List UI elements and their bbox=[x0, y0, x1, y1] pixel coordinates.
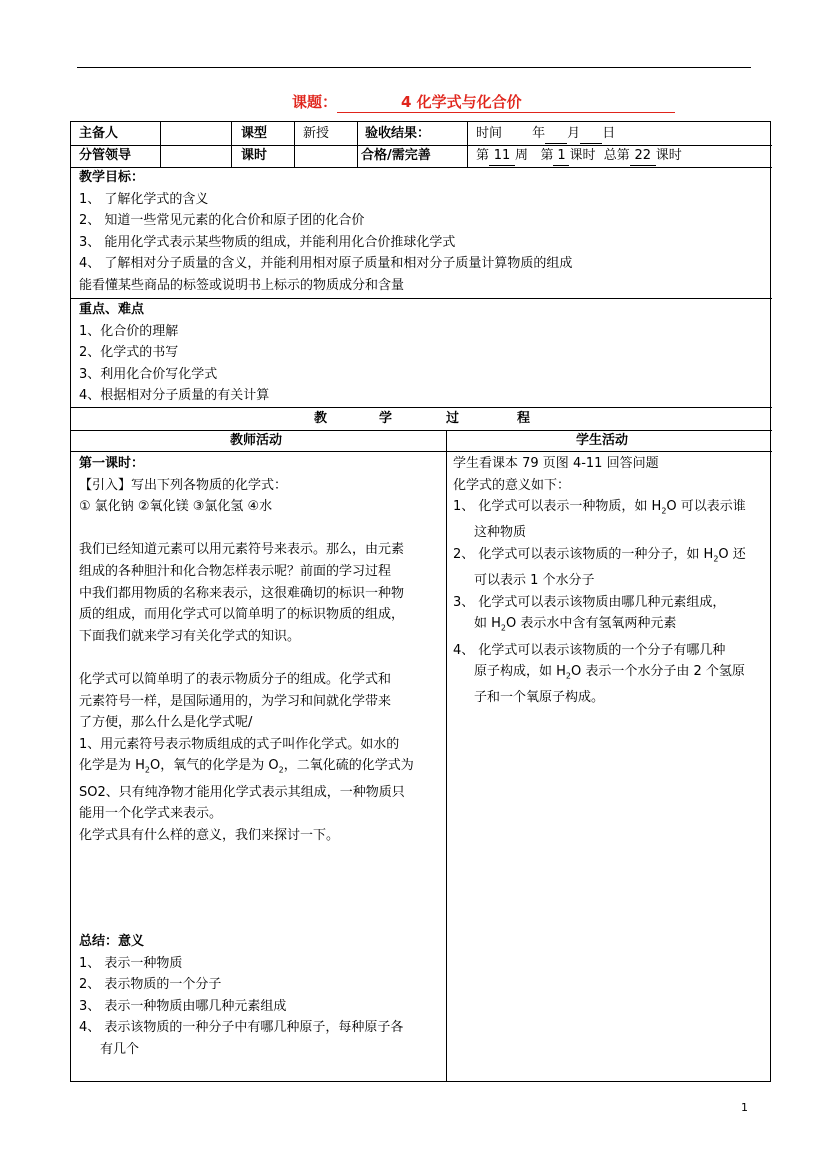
teacher-activity bbox=[79, 453, 414, 846]
key-points-section bbox=[79, 299, 269, 407]
row-divider bbox=[71, 407, 772, 408]
summary-item: 2、 表示物质的一个分子 bbox=[79, 977, 222, 993]
process-char: 教 bbox=[314, 411, 328, 426]
summary-item-cont: 有几个 bbox=[100, 1041, 140, 1057]
lesson-plan-table bbox=[70, 121, 771, 1082]
student-line: 化学式的意义如下： bbox=[453, 477, 571, 493]
summary-heading: 总结：意义 bbox=[79, 934, 145, 949]
session-label: 第一课时： bbox=[79, 456, 145, 471]
meaning-item-cont: 原子构成，如 $H_2O$ 表示一个水分子由 2 个氢原 bbox=[474, 664, 745, 681]
time-field bbox=[476, 125, 615, 144]
title-label: 课题： bbox=[292, 93, 338, 111]
lesson-prefix: 第 bbox=[540, 148, 554, 163]
page-number: 1 bbox=[741, 1101, 748, 1114]
lesson-type-value: 新授 bbox=[303, 126, 330, 141]
header-rule bbox=[77, 67, 751, 68]
meaning-item: 3、 化学式可以表示该物质由哪几种元素组成， bbox=[453, 594, 726, 610]
supervisor-label: 分管领导 bbox=[79, 148, 132, 163]
meaning-item-cont: 可以表示 1 个水分子 bbox=[474, 573, 595, 589]
key-point-item: 4、根据相对分子质量的有关计算 bbox=[79, 388, 270, 404]
student-line: 学生看课本 79 页图 4-11 回答问题 bbox=[453, 456, 659, 471]
col-divider bbox=[446, 430, 447, 1082]
key-point-item: 2、化学式的书写 bbox=[79, 345, 179, 361]
process-char: 过 bbox=[446, 411, 460, 426]
col-divider bbox=[357, 122, 358, 167]
lesson-suffix: 课时 bbox=[569, 148, 596, 163]
definition-line: 化学是为 $H_2O$，氧气的化学是为 $O_2$，二氧化硫的化学式为 bbox=[79, 758, 414, 775]
schedule-field bbox=[476, 147, 682, 166]
student-heading: 学生活动 bbox=[576, 433, 629, 448]
week-prefix: 第 bbox=[476, 148, 490, 163]
year-label: 年 bbox=[532, 126, 546, 141]
row-divider bbox=[71, 430, 772, 431]
paragraph-line: 下面我们就来学习有关化学式的知识。 bbox=[79, 628, 301, 644]
objective-item: 1、 了解化学式的含义 bbox=[79, 191, 209, 207]
preparer-label: 主备人 bbox=[79, 126, 119, 141]
meaning-item: 1、 化学式可以表示一种物质，如 $H_2O$ 可以表示谁 bbox=[453, 499, 746, 516]
definition-line: 1、用元素符号表示物质组成的式子叫作化学式。如水的 bbox=[79, 736, 400, 752]
meaning-item: 4、 化学式可以表示该物质的一个分子有哪几种 bbox=[453, 642, 726, 658]
col-divider bbox=[294, 122, 295, 167]
period-label: 课时 bbox=[241, 148, 268, 163]
definition-line: SO2、只有纯净物才能用化学式表示其组成，一种物质只 bbox=[79, 784, 405, 800]
substances-line: ① 氯化钠 ②氧化镁 ③氯化氢 ④水 bbox=[79, 499, 273, 515]
total-suffix: 课时 bbox=[655, 148, 682, 163]
summary-item: 3、 表示一种物质由哪几种元素组成 bbox=[79, 998, 287, 1014]
student-activity bbox=[453, 453, 746, 709]
lesson-title bbox=[292, 91, 675, 113]
summary-item: 4、 表示该物质的一种分子中有哪几种原子，每种原子各 bbox=[79, 1020, 404, 1036]
objective-item: 3、 能用化学式表示某些物质的组成，并能利用化合价推球化学式 bbox=[79, 234, 456, 250]
objective-item: 能看懂某些商品的标签或说明书上标示的物质成分和含量 bbox=[79, 277, 405, 293]
objectives-section bbox=[79, 167, 572, 297]
key-point-item: 3、利用化合价写化学式 bbox=[79, 366, 218, 382]
process-char: 学 bbox=[379, 411, 393, 426]
meaning-item-cont: 如 $H_2O$ 表示水中含有氢氧两种元素 bbox=[474, 616, 677, 633]
paragraph-line: 我们已经知道元素可以用元素符号来表示。那么，由元素 bbox=[79, 542, 405, 558]
lesson-value: 1 bbox=[553, 147, 569, 166]
time-label: 时间 bbox=[476, 126, 503, 141]
process-heading bbox=[71, 410, 772, 428]
objective-item: 2、 知道一些常见元素的化合价和原子团的化合价 bbox=[79, 213, 365, 229]
objectives-heading: 教学目标： bbox=[79, 170, 145, 185]
definition-line: 能用一个化学式来表示。 bbox=[79, 806, 223, 822]
objective-item: 4、 了解相对分子质量的含义，并能利用相对原子质量和相对分子质量计算物质的组成 bbox=[79, 256, 573, 272]
row-divider bbox=[71, 451, 772, 452]
teacher-heading: 教师活动 bbox=[230, 433, 283, 448]
col-divider bbox=[231, 122, 232, 167]
summary-block bbox=[79, 931, 403, 1061]
month-label: 月 bbox=[567, 126, 581, 141]
day-label: 日 bbox=[602, 126, 616, 141]
process-char: 程 bbox=[517, 411, 531, 426]
question-line: 化学式具有什么样的意义，我们来探讨一下。 bbox=[79, 827, 340, 843]
paragraph-line: 了方便，那么什么是化学式呢/ bbox=[79, 715, 253, 731]
week-value: 11 bbox=[489, 147, 515, 166]
key-point-item: 1、化合价的理解 bbox=[79, 323, 179, 339]
paragraph-line: 质的组成，而用化学式可以简单明了的标识物质的组成， bbox=[79, 607, 405, 623]
paragraph-line: 中我们都用物质的名称来表示，这很难确切的标识一种物 bbox=[79, 585, 405, 601]
qualified-label: 合格/需完善 bbox=[361, 148, 431, 163]
row-divider bbox=[71, 145, 446, 146]
lesson-type-label: 课型 bbox=[241, 126, 268, 141]
total-value: 22 bbox=[630, 147, 656, 166]
key-points-heading: 重点、难点 bbox=[79, 302, 145, 317]
paragraph-line: 化学式可以简单明了的表示物质分子的组成。化学式和 bbox=[79, 671, 392, 687]
col-divider bbox=[467, 122, 468, 167]
col-divider bbox=[160, 122, 161, 167]
meaning-item: 2、 化学式可以表示该物质的一种分子，如 $H_2O$ 还 bbox=[453, 546, 746, 564]
paragraph-line: 组成的各种胆汁和化合物怎样表示呢？前面的学习过程 bbox=[79, 563, 392, 579]
intro-line: 【引入】写出下列各物质的化学式： bbox=[79, 477, 288, 493]
total-prefix: 总第 bbox=[603, 148, 630, 163]
title-topic: 4 化学式与化合价 bbox=[337, 91, 675, 113]
meaning-item-cont: 这种物质 bbox=[474, 525, 527, 541]
paragraph-line: 元素符号一样，是国际通用的，为学习和间就化学带来 bbox=[79, 693, 392, 709]
week-suffix: 周 bbox=[515, 148, 529, 163]
summary-item: 1、 表示一种物质 bbox=[79, 955, 183, 971]
meaning-item-cont: 子和一个氧原子构成。 bbox=[474, 690, 605, 706]
acceptance-label: 验收结果： bbox=[365, 126, 431, 141]
row-divider bbox=[446, 145, 772, 146]
